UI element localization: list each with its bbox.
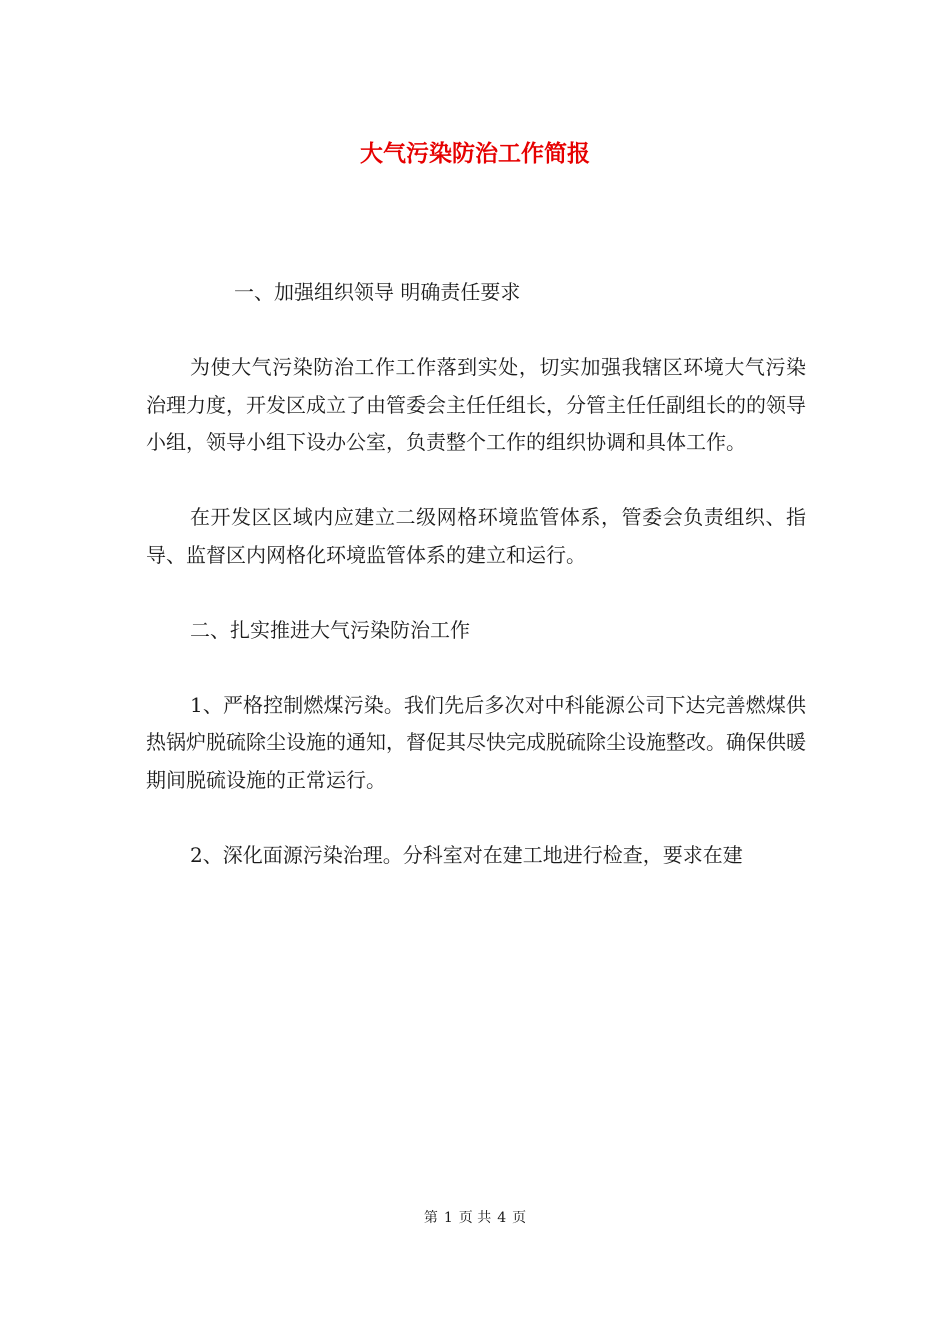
footer-middle: 页 共 [458, 1210, 492, 1226]
footer-total-pages: 4 [497, 1210, 507, 1226]
paragraph-1: 为使大气污染防治工作工作落到实处，切实加强我辖区环境大气污染治理力度，开发区成立了由管委会主任任组长，分管主任任副组长的的领导小组，领导小组下设办公室，负责整个工作的组织协调和具体工作。 [146, 355, 806, 454]
section-heading-2: 二、扎实推进大气污染防治工作 [190, 617, 470, 642]
document-body [146, 274, 806, 912]
paragraph-2: 在开发区区域内应建立二级网格环境监管体系，管委会负责组织、指导、监督区内网格化环境监管体系的建立和运行。 [146, 505, 806, 567]
page-footer [0, 1208, 950, 1228]
footer-page-number: 1 [443, 1210, 453, 1226]
section-heading-1: 一、加强组织领导 明确责任要求 [234, 280, 521, 304]
footer-suffix: 页 [512, 1210, 527, 1226]
footer-prefix: 第 [423, 1210, 438, 1226]
document-title: 大气污染防治工作简报 [360, 140, 590, 167]
paragraph-4: 2、深化面源污染治理。分科室对在建工地进行检查，要求在建 [190, 842, 743, 867]
paragraph-3: 1、严格控制燃煤污染。我们先后多次对中科能源公司下达完善燃煤供热锅炉脱硫除尘设施的通知，督促其尽快完成脱硫除尘设施整改。确保供暖期间脱硫设施的正常运行。 [146, 692, 806, 792]
